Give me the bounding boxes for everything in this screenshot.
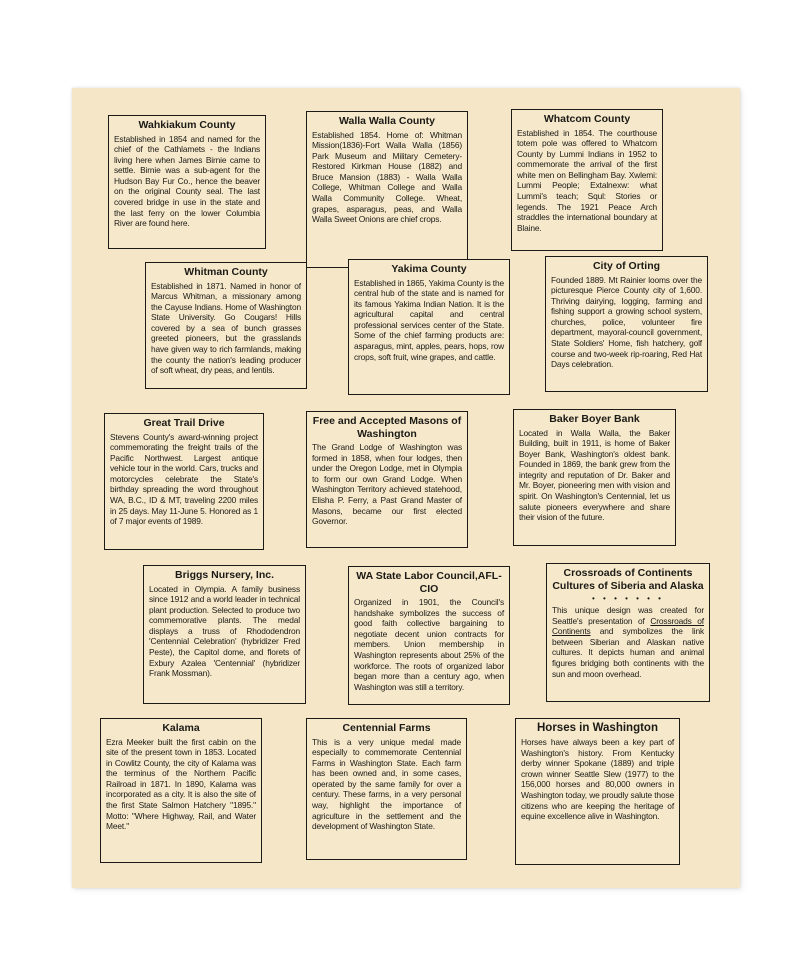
card-text: Founded 1889. Mt Rainier looms over the picturesque Pierce County city of 1,600. Thriving dairying, logging, farming and fishing support a growing school system, churches, police, volunteer fire department, mayoral-council government, State Soldiers' Home, fish hatchery, golf course and two-week rip-roaring, Red Hat Days celebration.: [551, 274, 702, 370]
card-text-end: and symbolizes the link between Siberian and Alaskan native cultures. It depicts human and animal figures bridging both continents with the sun and moon overhead.: [552, 626, 704, 679]
card-crossroads-of-continents: [546, 563, 710, 702]
card-wahkiakum-county: [108, 115, 266, 249]
card-title: Whatcom County: [543, 113, 631, 125]
card-briggs-nursery: [143, 565, 306, 704]
card-title: WA State Labor Council,AFL-CIO: [356, 570, 502, 595]
card-free-and-accepted-masons: [306, 411, 468, 548]
card-text: This is a very unique medal made especially to commemorate Centennial Farms in Washington State. Each farm has been owned and, in some cases, operated by the same family for over a century. These farms, in a very personal way, highlight the importance of agriculture in the settlement and the development of Washington State.: [312, 736, 461, 832]
card-text: Located in Olympia. A family business since 1912 and a world leader in technical plant production. Selected to produce two commemorative plants. The medal displays a truss of Rhododendron 'Centennial Celebration' (hybridizer Fred Peste), the Capitol dome, and florets of Exbury Azalea 'Centennial' (hybridizer Frank Mossman).: [149, 583, 300, 679]
card-text: Established in 1865, Yakima County is the central hub of the state and is named for its famous Yakima Indian Nation. It is the agricultural capital and central professional services center of the State. Some of the chief farming products are: asparagus, mint, apples, pears, hops, row crops, soft fruit, wine grapes, and cattle.: [354, 277, 504, 362]
card-city-of-orting: [545, 256, 708, 392]
card-text: Established in 1871. Named in honor of Marcus Whitman, a missionary among the Cayuse Indians. Home of Washington State University. Go Cougars! Hills covered by a sea of bunch grasses greeted pioneers, but the grasslands have given way to rich farmlands, making the county the nation's leading producer of soft wheat, dry peas, and lentils.: [151, 280, 301, 376]
card-baker-boyer-bank: [513, 409, 676, 546]
dot-separator: • • • • • • •: [592, 594, 664, 603]
card-text: [552, 605, 704, 679]
card-horses-in-washington: [515, 718, 680, 865]
card-title: Whitman County: [184, 266, 268, 278]
card-text: Established in 1854. The courthouse totem pole was offered to Whatcom County by Lummi Indians in 1952 to commemorate the arrival of the first white men on Bellingham Bay. Xwlemi: Lummi People; Extalnexw: what Lummi's teach; Squl: Stories or legends. The 1921 Peace Arch straddles the international boundary at Blaine.: [517, 127, 657, 233]
card-text: Organized in 1901, the Council's handshake symbolizes the success of good faith collective bargaining to negotiate decent union contracts for members. Union membership in Washington represents about 25% of the workforce. The roots of organized labor began more than a century ago, when Washington was still a territory.: [354, 597, 504, 692]
card-title: Walla Walla County: [338, 115, 436, 127]
card-title: Free and Accepted Masons of Washington: [312, 415, 462, 440]
card-wa-state-labor-council: [348, 566, 510, 705]
card-yakima-county: [348, 259, 510, 395]
card-title: Baker Boyer Bank: [549, 413, 640, 425]
card-centennial-farms: [306, 718, 467, 860]
card-text: Ezra Meeker built the first cabin on the site of the present town in 1853. Located in Cowlitz County, the city of Kalama was the terminus of the Northern Pacific Railroad in 1871. In 1890, Kalama was incorporated as a city. It is also the site of the first State Salmon Hatchery "1895." Motto: "Where Highway, Rail, and Water Meet.": [106, 736, 256, 832]
card-title: Wahkiakum County: [138, 119, 236, 131]
card-text-start: This unique design was created for Seattle's presentation of: [552, 605, 704, 626]
card-kalama: [100, 718, 262, 863]
card-text: Established 1854. Home of: Whitman Mission(1836)-Fort Walla Walla (1856) Park Museum and Military Cemetery-Restored Kirkman House (1882) and Bruce Mansion (1883) - Walla Walla College, Whitman College and Walla Walla Community College. Wheat, grapes, asparagus, peas, and Walla Walla Sweet Onions are chief crops.: [312, 129, 462, 225]
card-title: Centennial Farms: [342, 722, 431, 734]
exhibit-title: Crossroads of Continents: [552, 615, 704, 637]
card-text: Stevens County's award-winning project commemorating the freight trails of the Pacific Northwest. Largest antique vehicle tour in the world. Cars, trucks and motorcycles celebrate the State's birthday spreading the word throughout WA, B.C., ID & MT, traveling 2200 miles in 25 days. May 11-June 5. Honored as 1 of 7 major events of 1989.: [110, 431, 258, 527]
card-title: Great Trail Drive: [143, 417, 225, 429]
card-text: The Grand Lodge of Washington was formed in 1858, when four lodges, then under the Oregon Lodge, met in Olympia to form our own Grand Lodge. When Washington Territory achieved statehood, Elisha P. Ferry, a Past Grand Master of Masons, became our first elected Governor.: [312, 442, 462, 527]
card-great-trail-drive: [104, 413, 264, 550]
card-title: Horses in Washington: [537, 722, 658, 734]
card-title: City of Orting: [592, 260, 661, 272]
card-text: Established in 1854 and named for the chief of the Cathlamets - the Indians living here when James Birnie came to settle. Birnie was a sub-agent for the Hudson Bay Fur Co., hence the beaver on the original County seal. The last covered bridge in use in the state and the last ferry on the lower Columbia River are found here.: [114, 133, 260, 229]
card-whatcom-county: [511, 109, 663, 251]
card-whitman-county: [145, 262, 307, 389]
card-title: Kalama: [162, 722, 200, 734]
card-walla-walla-county: [306, 111, 468, 268]
card-text: Horses have always been a key part of Washington's history. From Kentucky derby winner Spokane (1889) and triple crown winner Seattle Slew (1977) to the 156,000 horses and 80,000 owners in Washington today, we proudly salute those citizens who are keeping the heritage of equine excellence alive in Washington.: [521, 737, 674, 822]
card-text: Located in Walla Walla, the Baker Building, built in 1911, is home of Baker Boyer Bank, Washington's oldest bank. Founded in 1869, the bank grew from the integrity and reputation of Dr. Baker and Mr. Boyer, pioneering men with vision and spirit. On Washington's Centennial, let us salute pioneers everywhere and share their vision of the future.: [519, 427, 670, 523]
card-title: Briggs Nursery, Inc.: [174, 569, 274, 581]
card-title: Yakima County: [391, 263, 467, 275]
card-title: Crossroads of Continents Cultures of Siberia and Alaska: [552, 567, 704, 592]
paper-sheet: [72, 88, 740, 888]
